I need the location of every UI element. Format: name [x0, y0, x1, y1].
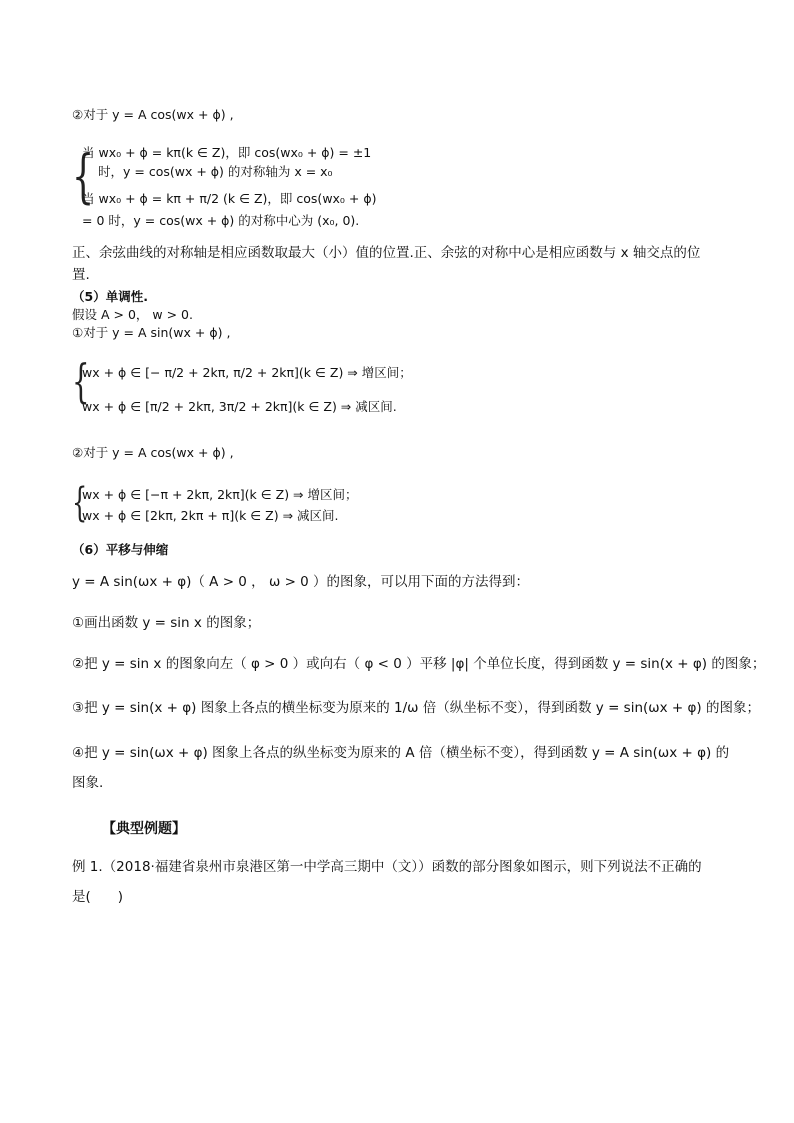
- monotonicity-assumption: 假设 A > 0， w > 0.: [72, 307, 193, 322]
- left-brace: {: [72, 142, 95, 210]
- left-brace: {: [72, 480, 88, 526]
- cos-axis-condition: 当 wx₀ + ϕ = kπ(k ∈ Z)，即 cos(wx₀ + ϕ) = ±1: [82, 145, 372, 160]
- monotonicity-heading: （5）单调性.: [72, 289, 148, 304]
- cos-decreasing-interval: wx + ϕ ∈ [2kπ, 2kπ + π](k ∈ Z) ⇒ 减区间.: [82, 508, 339, 523]
- transform-step-2: ②把 y = sin x 的图象向左（ φ > 0 ）或向右（ φ < 0 ）平移 |φ| 个单位长度，得到函数 y = sin(x + φ) 的图象；: [72, 656, 766, 672]
- example-1-line1: 例 1.（2018·福建省泉州市泉港区第一中学高三期中（文））函数的部分图象如图示，则下列说法不正确的: [72, 859, 702, 875]
- cos-symmetry-intro: ②对于 y = A cos(wx + ϕ) ,: [72, 107, 234, 122]
- cos-center-condition: 当 wx₀ + ϕ = kπ + π/2 (k ∈ Z)，即 cos(wx₀ + ϕ): [82, 191, 377, 206]
- symmetry-summary-line2: 置.: [72, 267, 90, 283]
- transform-step-1: ①画出函数 y = sin x 的图象；: [72, 615, 261, 631]
- sin-decreasing-interval: wx + ϕ ∈ [π/2 + 2kπ, 3π/2 + 2kπ](k ∈ Z) ⇒ 减区间.: [82, 399, 397, 414]
- example-1-line2: 是( ): [72, 889, 124, 905]
- cos-monotonic-intro: ②对于 y = A cos(wx + ϕ) ,: [72, 445, 234, 460]
- transform-step-4-continued: 图象.: [72, 775, 104, 791]
- left-brace: {: [72, 354, 90, 408]
- symmetry-summary-line1: 正、余弦曲线的对称轴是相应函数取最大（小）值的位置.正、余弦的对称中心是相应函数与 x 轴交点的位: [72, 245, 701, 261]
- cos-center-result: = 0 时，y = cos(wx + ϕ) 的对称中心为 (x₀, 0).: [82, 213, 360, 228]
- transform-step-4: ④把 y = sin(ωx + φ) 图象上各点的纵坐标变为原来的 A 倍（横坐标不变），得到函数 y = A sin(ωx + φ) 的: [72, 745, 730, 761]
- cos-increasing-interval: wx + ϕ ∈ [−π + 2kπ, 2kπ](k ∈ Z) ⇒ 增区间；: [82, 487, 358, 502]
- transform-heading: （6）平移与伸缩: [72, 542, 169, 557]
- transform-intro: y = A sin(ωx + φ)（ A > 0 ， ω > 0 ）的图象，可以用下面的方法得到：: [72, 574, 530, 590]
- examples-heading: 【典型例题】: [102, 821, 186, 837]
- transform-step-3: ③把 y = sin(x + φ) 图象上各点的横坐标变为原来的 1/ω 倍（纵坐标不变），得到函数 y = sin(ωx + φ) 的图象；: [72, 700, 760, 716]
- sin-increasing-interval: wx + ϕ ∈ [− π/2 + 2kπ, π/2 + 2kπ](k ∈ Z) ⇒ 增区间；: [82, 365, 412, 380]
- cos-axis-result: 时，y = cos(wx + ϕ) 的对称轴为 x = x₀: [98, 164, 333, 179]
- sin-monotonic-intro: ①对于 y = A sin(wx + ϕ) ,: [72, 325, 231, 340]
